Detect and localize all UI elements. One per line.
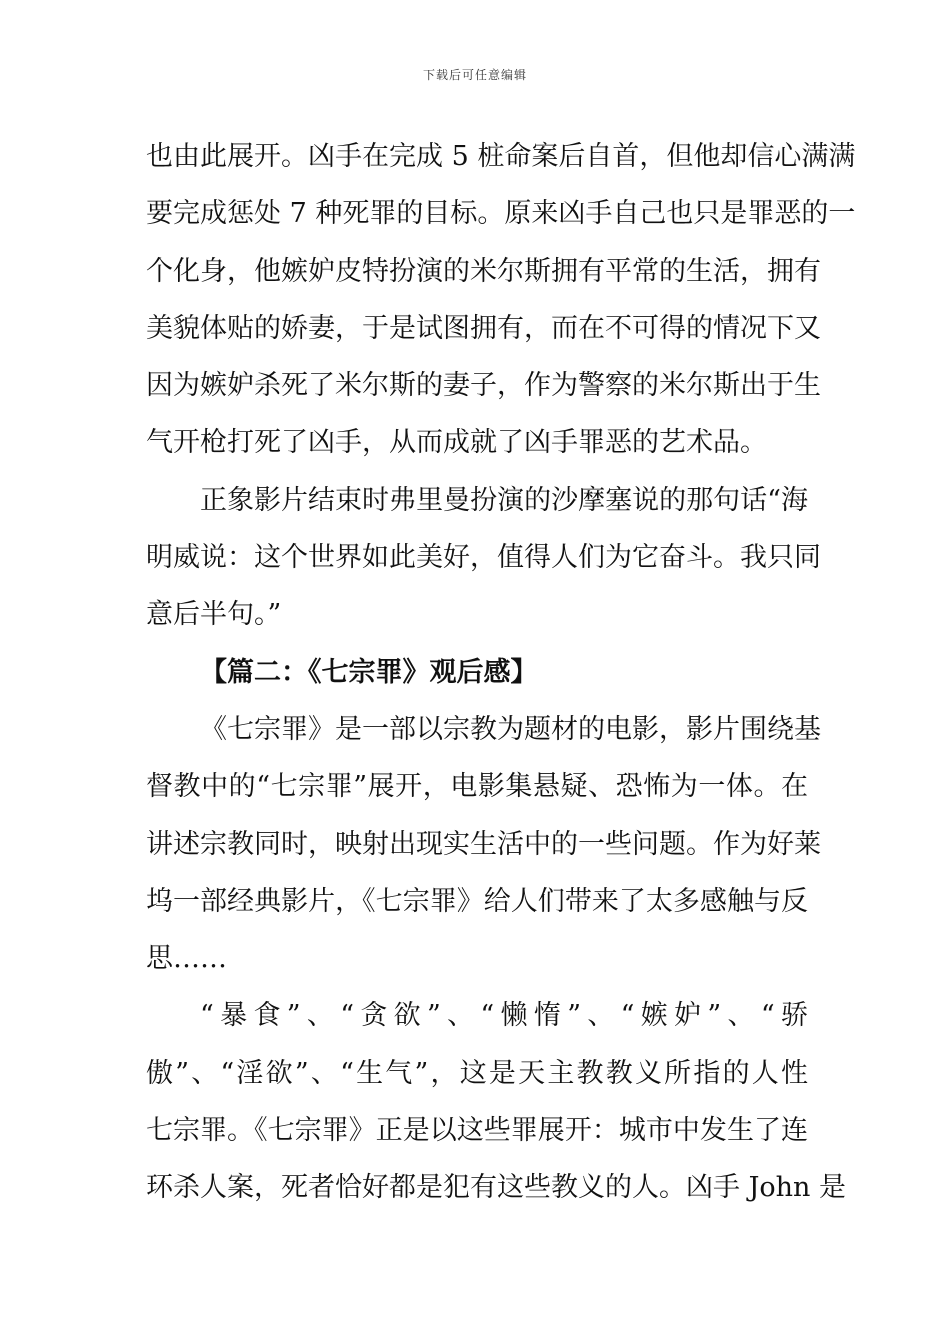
text-line: 环杀人案，死者恰好都是犯有这些教义的人。凶手 John 是 <box>146 1172 847 1204</box>
text-line: 坞一部经典影片，《七宗罪》给人们带来了太多感触与反 <box>146 885 808 917</box>
text-line: 因为嫉妒杀死了米尔斯的妻子，作为警察的米尔斯出于生 <box>146 370 821 402</box>
text-line: 要完成惩处 7 种死罪的目标。原来凶手自己也只是罪恶的一 <box>146 198 856 230</box>
text-line: 意后半句。” <box>146 599 282 631</box>
text-line: 傲”、“淫欲”、“生气”，这是天主教教义所指的人性 <box>146 1057 808 1089</box>
text-line: 也由此展开。凶手在完成 5 桩命案后自首，但他却信心满满 <box>146 141 856 172</box>
text-line: 明威说：这个世界如此美好，值得人们为它奋斗。我只同 <box>146 542 821 574</box>
text-line: 督教中的“七宗罪”展开，电影集悬疑、恐怖为一体。在 <box>146 771 808 803</box>
text-line: 气开枪打死了凶手，从而成就了凶手罪恶的艺术品。 <box>146 427 767 459</box>
page-header: 下载后可任意编辑 <box>422 68 527 82</box>
text-line: 美貌体贴的娇妻，于是试图拥有，而在不可得的情况下又 <box>146 312 821 344</box>
document-body <box>146 128 856 1217</box>
text-line: 思…… <box>146 943 227 975</box>
section-heading: 【篇二：《七宗罪》观后感】 <box>200 656 538 688</box>
text-line: 七宗罪。《七宗罪》正是以这些罪展开：城市中发生了连 <box>146 1115 808 1147</box>
text-line: 《七宗罪》是一部以宗教为题材的电影，影片围绕基 <box>200 713 821 745</box>
text-line: 正象影片结束时弗里曼扮演的沙摩塞说的那句话“海 <box>200 484 808 516</box>
text-line: 讲述宗教同时，映射出现实生活中的一些问题。作为好莱 <box>146 828 821 860</box>
text-line: “暴食”、“贪欲”、“懒惰”、“嫉妒”、“骄 <box>200 1000 808 1032</box>
text-line: 个化身，他嫉妒皮特扮演的米尔斯拥有平常的生活，拥有 <box>146 255 821 287</box>
